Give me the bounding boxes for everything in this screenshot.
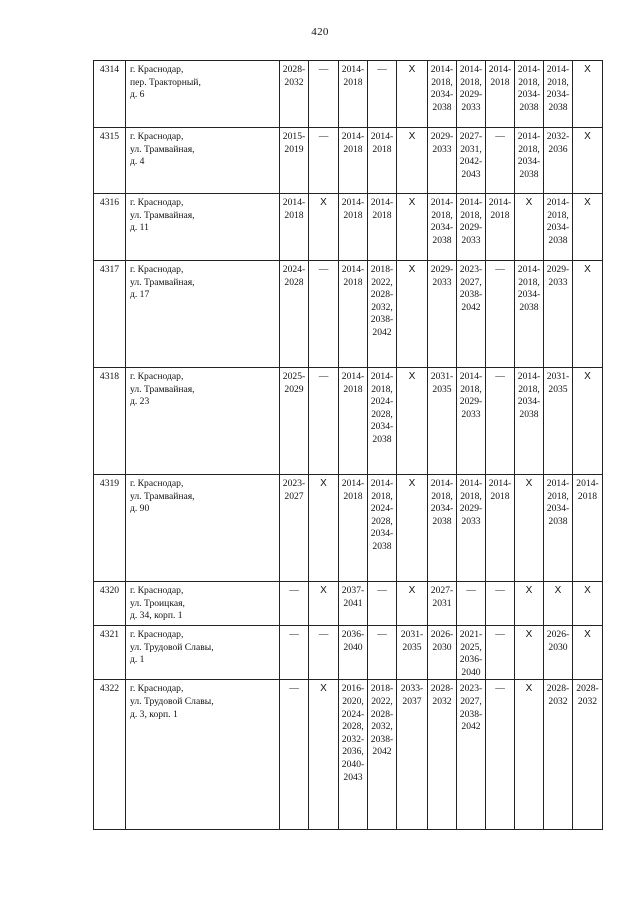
period-cell: [573, 128, 603, 194]
period-value: 2018- 2022, 2028- 2032, 2038- 2042: [370, 683, 394, 758]
period-cell: [309, 194, 339, 261]
period-cell: [309, 626, 339, 680]
period-cell: [457, 582, 486, 626]
period-cell: [397, 128, 428, 194]
period-value: 2014- 2018: [488, 64, 512, 88]
period-value: —: [495, 683, 505, 695]
period-cell: [486, 626, 515, 680]
table-row: [94, 194, 603, 261]
period-value: 2026- 2030: [546, 629, 570, 653]
period-value: —: [377, 585, 387, 596]
address-line: д. 23: [130, 396, 150, 408]
period-value: 2014- 2018, 2034- 2038: [546, 478, 570, 527]
period-value: 2029- 2033: [430, 131, 454, 155]
period-value: —: [289, 629, 299, 640]
period-cell: [339, 626, 368, 680]
table-body: [94, 61, 603, 830]
period-value: 2028- 2032: [576, 683, 599, 707]
period-cell: [573, 261, 603, 368]
period-cell: [339, 261, 368, 368]
period-value: —: [318, 131, 329, 142]
period-value: 2023- 2027, 2038- 2042: [459, 264, 483, 313]
period-cell: [428, 626, 457, 680]
period-value: —: [318, 264, 329, 275]
address-line: д. 11: [130, 222, 149, 234]
period-value: 2014- 2018: [370, 131, 394, 155]
period-cell: [397, 680, 428, 830]
period-cell: [515, 61, 544, 128]
page-number: 420: [311, 26, 329, 38]
period-value: 2027- 2031: [430, 585, 454, 609]
table-row: [94, 582, 603, 626]
period-value: 2014- 2018, 2034- 2038: [517, 371, 541, 420]
period-value: 2029- 2033: [430, 264, 454, 288]
period-cell: [280, 680, 309, 830]
period-value: —: [289, 585, 299, 596]
period-cell: [428, 194, 457, 261]
period-cell: [368, 680, 397, 830]
period-value: 2014- 2018: [488, 478, 512, 502]
period-cell: [544, 261, 573, 368]
period-value: —: [377, 64, 387, 75]
period-cell: [280, 261, 309, 368]
period-cell: [457, 61, 486, 128]
period-value: —: [495, 131, 505, 142]
period-value: 2021- 2025, 2036- 2040: [459, 629, 483, 678]
period-cell: [368, 194, 397, 261]
period-cell: [457, 680, 486, 830]
period-value: —: [495, 585, 505, 596]
address-line: д. 1: [130, 654, 145, 666]
table-row: [94, 680, 603, 830]
row-number: 4319: [94, 475, 126, 582]
address-line: г. Краснодар,: [130, 478, 184, 489]
period-value: 2014- 2018, 2034- 2038: [517, 64, 541, 113]
period-value: 2014- 2018, 2034- 2038: [517, 131, 541, 180]
period-cell: [368, 582, 397, 626]
period-cell: [573, 194, 603, 261]
address-line: д. 6: [130, 89, 145, 101]
address-cell: [126, 680, 280, 830]
period-value: 2036- 2040: [341, 629, 365, 653]
address-line: ул. Трамвайная,: [130, 143, 195, 155]
address-cell: [126, 61, 280, 128]
address-line: ул. Трамвайная,: [130, 209, 195, 221]
row-number: 4320: [94, 582, 126, 626]
period-value: X: [525, 683, 533, 695]
address-cell: [126, 582, 280, 626]
period-value: —: [466, 585, 476, 596]
period-value: X: [584, 197, 591, 208]
period-cell: [457, 475, 486, 582]
period-value: —: [495, 629, 505, 640]
period-value: 2032- 2036: [546, 131, 570, 155]
period-cell: [428, 680, 457, 830]
period-cell: [339, 128, 368, 194]
period-cell: [428, 61, 457, 128]
period-cell: [309, 582, 339, 626]
period-value: X: [408, 371, 416, 382]
row-number: 4316: [94, 194, 126, 261]
period-value: X: [408, 131, 416, 142]
period-cell: [280, 475, 309, 582]
period-cell: [280, 61, 309, 128]
row-number: 4314: [94, 61, 126, 128]
period-value: 2014- 2018, 2034- 2038: [430, 478, 454, 527]
period-value: —: [495, 264, 505, 275]
period-cell: [309, 680, 339, 830]
period-cell: [544, 475, 573, 582]
address-line: д. 3, корп. 1: [130, 708, 178, 720]
address-line: пер. Тракторный,: [130, 76, 201, 88]
period-value: 2014- 2018: [341, 197, 365, 221]
period-cell: [515, 128, 544, 194]
period-cell: [515, 194, 544, 261]
table-row: [94, 475, 603, 582]
period-cell: [428, 475, 457, 582]
period-value: X: [320, 478, 327, 489]
period-cell: [515, 261, 544, 368]
period-value: X: [320, 585, 327, 596]
period-value: 2037- 2041: [341, 585, 365, 609]
period-cell: [368, 128, 397, 194]
address-line: ул. Трамвайная,: [130, 490, 195, 502]
period-value: 2014- 2018, 2024- 2028, 2034- 2038: [370, 478, 394, 552]
table-row: [94, 128, 603, 194]
address-line: г. Краснодар,: [130, 264, 184, 275]
period-value: 2014- 2018: [341, 371, 365, 395]
period-value: 2014- 2018: [488, 197, 512, 221]
period-cell: [397, 61, 428, 128]
period-cell: [309, 61, 339, 128]
period-cell: [544, 368, 573, 475]
period-cell: [573, 582, 603, 626]
period-value: X: [408, 64, 416, 75]
row-number: 4321: [94, 626, 126, 680]
period-value: X: [525, 197, 533, 208]
period-value: 2025- 2029: [282, 371, 306, 395]
period-cell: [368, 61, 397, 128]
period-value: 2014- 2018: [341, 264, 365, 288]
period-value: —: [289, 683, 299, 695]
period-cell: [457, 261, 486, 368]
period-value: 2016- 2020, 2024- 2028, 2032- 2036, 2040- 2043: [341, 683, 365, 783]
address-line: г. Краснодар,: [130, 683, 184, 695]
address-cell: [126, 194, 280, 261]
period-cell: [515, 626, 544, 680]
period-cell: [486, 261, 515, 368]
period-cell: [544, 61, 573, 128]
period-value: 2023- 2027, 2038- 2042: [459, 683, 483, 733]
row-number: 4318: [94, 368, 126, 475]
period-value: 2028- 2032: [546, 683, 570, 707]
period-value: X: [584, 264, 591, 275]
period-cell: [486, 368, 515, 475]
period-cell: [486, 582, 515, 626]
row-number: 4317: [94, 261, 126, 368]
period-cell: [486, 194, 515, 261]
period-cell: [280, 582, 309, 626]
period-value: 2014- 2018: [341, 478, 365, 502]
period-value: 2014- 2018, 2029- 2033: [459, 197, 483, 246]
row-number: 4315: [94, 128, 126, 194]
period-cell: [339, 680, 368, 830]
period-cell: [428, 368, 457, 475]
period-cell: [544, 128, 573, 194]
period-cell: [573, 61, 603, 128]
period-cell: [339, 475, 368, 582]
table-row: [94, 61, 603, 128]
period-cell: [280, 368, 309, 475]
period-value: 2014- 2018, 2034- 2038: [517, 264, 541, 313]
period-cell: [309, 261, 339, 368]
address-line: ул. Трамвайная,: [130, 276, 195, 288]
period-value: X: [584, 131, 591, 142]
period-value: —: [495, 371, 505, 382]
period-cell: [368, 261, 397, 368]
period-value: 2014- 2018, 2034- 2038: [546, 64, 570, 113]
address-line: д. 4: [130, 156, 145, 168]
period-value: 2024- 2028: [282, 264, 306, 288]
period-value: 2014- 2018: [576, 478, 599, 502]
period-value: 2014- 2018, 2034- 2038: [430, 64, 454, 113]
period-value: 2014- 2018, 2024- 2028, 2034- 2038: [370, 371, 394, 445]
period-value: X: [584, 371, 591, 382]
period-value: 2031- 2035: [546, 371, 570, 395]
period-cell: [515, 475, 544, 582]
address-cell: [126, 368, 280, 475]
period-cell: [573, 475, 603, 582]
period-value: 2028- 2032: [430, 683, 454, 707]
period-value: 2028- 2032: [282, 64, 306, 88]
table-row: [94, 626, 603, 680]
period-cell: [573, 626, 603, 680]
address-line: г. Краснодар,: [130, 371, 184, 382]
period-value: X: [584, 585, 591, 596]
period-value: X: [408, 197, 416, 208]
schedule-table: [93, 60, 603, 830]
period-cell: [544, 582, 573, 626]
period-cell: [397, 582, 428, 626]
period-value: X: [584, 64, 591, 75]
period-value: X: [525, 629, 533, 640]
row-number: 4322: [94, 680, 126, 830]
period-cell: [339, 368, 368, 475]
address-line: г. Краснодар,: [130, 131, 184, 142]
period-value: 2014- 2018: [341, 131, 365, 155]
period-cell: [457, 194, 486, 261]
period-value: X: [584, 629, 591, 640]
period-cell: [457, 626, 486, 680]
period-cell: [515, 368, 544, 475]
period-cell: [515, 582, 544, 626]
period-value: 2018- 2022, 2028- 2032, 2038- 2042: [370, 264, 394, 338]
period-cell: [397, 194, 428, 261]
period-value: 2014- 2018: [341, 64, 365, 88]
period-cell: [573, 680, 603, 830]
period-value: 2014- 2018, 2034- 2038: [546, 197, 570, 246]
period-value: 2026- 2030: [430, 629, 454, 653]
address-line: д. 34, корп. 1: [130, 610, 183, 622]
period-value: 2014- 2018: [370, 197, 394, 221]
period-cell: [515, 680, 544, 830]
address-line: г. Краснодар,: [130, 197, 184, 208]
period-value: 2031- 2035: [430, 371, 454, 395]
address-line: г. Краснодар,: [130, 585, 184, 596]
address-cell: [126, 261, 280, 368]
period-cell: [544, 626, 573, 680]
address-line: д. 17: [130, 289, 150, 301]
period-value: 2014- 2018, 2029- 2033: [459, 64, 483, 113]
period-value: X: [525, 585, 533, 596]
period-cell: [428, 128, 457, 194]
period-value: —: [377, 629, 387, 640]
period-cell: [309, 128, 339, 194]
period-value: 2014- 2018: [282, 197, 306, 221]
period-cell: [457, 368, 486, 475]
period-value: 2033- 2037: [400, 683, 424, 707]
period-cell: [368, 475, 397, 582]
period-cell: [573, 368, 603, 475]
period-cell: [428, 261, 457, 368]
period-value: X: [525, 478, 533, 489]
period-cell: [397, 261, 428, 368]
address-cell: [126, 475, 280, 582]
period-value: —: [318, 64, 329, 75]
period-cell: [339, 582, 368, 626]
period-cell: [368, 368, 397, 475]
period-value: X: [408, 585, 416, 596]
period-cell: [339, 61, 368, 128]
address-line: ул. Трудовой Славы,: [130, 695, 214, 707]
period-value: 2023- 2027: [282, 478, 306, 502]
address-line: ул. Троицкая,: [130, 597, 185, 609]
period-value: 2029- 2033: [546, 264, 570, 288]
period-value: X: [320, 683, 327, 695]
period-value: X: [320, 197, 327, 208]
period-value: 2014- 2018, 2034- 2038: [430, 197, 454, 246]
period-cell: [486, 475, 515, 582]
period-cell: [397, 475, 428, 582]
period-cell: [309, 475, 339, 582]
period-cell: [339, 194, 368, 261]
period-cell: [457, 128, 486, 194]
table-row: [94, 368, 603, 475]
address-cell: [126, 128, 280, 194]
address-line: г. Краснодар,: [130, 64, 184, 75]
address-line: д. 90: [130, 503, 150, 515]
period-cell: [397, 626, 428, 680]
period-cell: [544, 680, 573, 830]
address-line: г. Краснодар,: [130, 629, 184, 640]
period-cell: [280, 626, 309, 680]
period-cell: [486, 61, 515, 128]
period-value: 2014- 2018, 2029- 2033: [459, 478, 483, 527]
address-line: ул. Трудовой Славы,: [130, 641, 214, 653]
period-cell: [280, 128, 309, 194]
period-cell: [544, 194, 573, 261]
period-value: X: [408, 478, 416, 489]
table-row: [94, 261, 603, 368]
period-value: X: [408, 264, 416, 275]
period-value: 2027- 2031, 2042- 2043: [459, 131, 483, 180]
period-cell: [309, 368, 339, 475]
period-cell: [397, 368, 428, 475]
period-cell: [486, 128, 515, 194]
period-cell: [428, 582, 457, 626]
period-cell: [486, 680, 515, 830]
period-value: —: [318, 371, 329, 382]
period-value: 2015- 2019: [282, 131, 306, 155]
period-cell: [280, 194, 309, 261]
address-line: ул. Трамвайная,: [130, 383, 195, 395]
period-value: 2031- 2035: [400, 629, 424, 653]
period-value: X: [554, 585, 562, 596]
period-cell: [368, 626, 397, 680]
address-cell: [126, 626, 280, 680]
period-value: —: [318, 629, 329, 640]
period-value: 2014- 2018, 2029- 2033: [459, 371, 483, 420]
